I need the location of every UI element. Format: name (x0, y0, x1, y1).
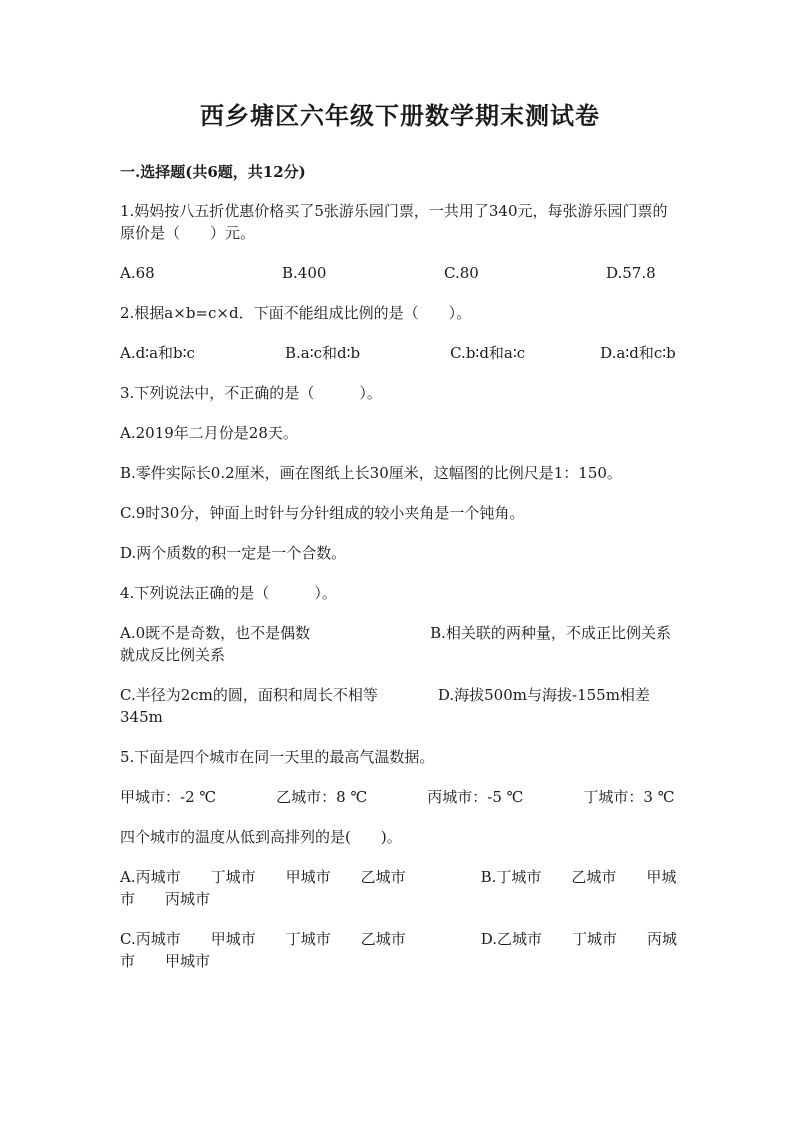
question-3-option-c: C.9时30分，钟面上时针与分针组成的较小夹角是一个钝角。 (120, 504, 525, 522)
question-5-options-ab: A.丙城市 丁城市 甲城市 乙城市 B.丁城市 乙城市 甲城市 丙城市 (120, 868, 677, 908)
question-4-options-cd: C.半径为2cm的圆，面积和周长不相等 D.海拔500m与海拔-155m相差345m (120, 686, 650, 726)
section-heading: 一.选择题(共6题，共12分) (120, 163, 306, 181)
question-5-stem: 5.下面是四个城市在同一天里的最高气温数据。 (120, 748, 435, 766)
question-5-question: 四个城市的温度从低到高排列的是( )。 (120, 828, 402, 846)
question-3-option-a: A.2019年二月份是28天。 (120, 424, 298, 442)
question-1-option-b: B.400 (282, 264, 327, 282)
question-4-stem: 4.下列说法正确的是（ ）。 (120, 584, 337, 602)
question-5-options-cd: C.丙城市 甲城市 丁城市 乙城市 D.乙城市 丁城市 丙城市 甲城市 (120, 930, 677, 970)
question-1-stem: 1.妈妈按八五折优惠价格买了5张游乐园门票，一共用了340元，每张游乐园门票的原价是（ ）元。 (120, 202, 668, 242)
question-3-option-d: D.两个质数的积一定是一个合数。 (120, 544, 347, 562)
question-5-temperature-data: 甲城市：-2 ℃ 乙城市：8 ℃ 丙城市：-5 ℃ 丁城市：3 ℃ (120, 788, 675, 806)
question-2-stem: 2.根据a×b=c×d．下面不能组成比例的是（ ）。 (120, 304, 472, 322)
question-3-option-b: B.零件实际长0.2厘米，画在图纸上长30厘米，这幅图的比例尺是1：150。 (120, 464, 622, 482)
question-1-options (120, 262, 680, 284)
page-title: 西乡塘区六年级下册数学期末测试卷 (200, 101, 600, 130)
question-1-option-d: D.57.8 (606, 264, 656, 282)
question-1-option-c: C.80 (444, 264, 479, 282)
question-3-stem: 3.下列说法中，不正确的是（ ）。 (120, 384, 382, 402)
question-4-options-ab: A.0既不是奇数，也不是偶数 B.相关联的两种量，不成正比例关系就成反比例关系 (120, 624, 671, 664)
question-1-option-a: A.68 (120, 264, 155, 282)
question-2-options: A.d∶a和b∶c B.a∶c和d∶b C.b∶d和a∶c D.a∶d和c∶b (120, 344, 676, 362)
